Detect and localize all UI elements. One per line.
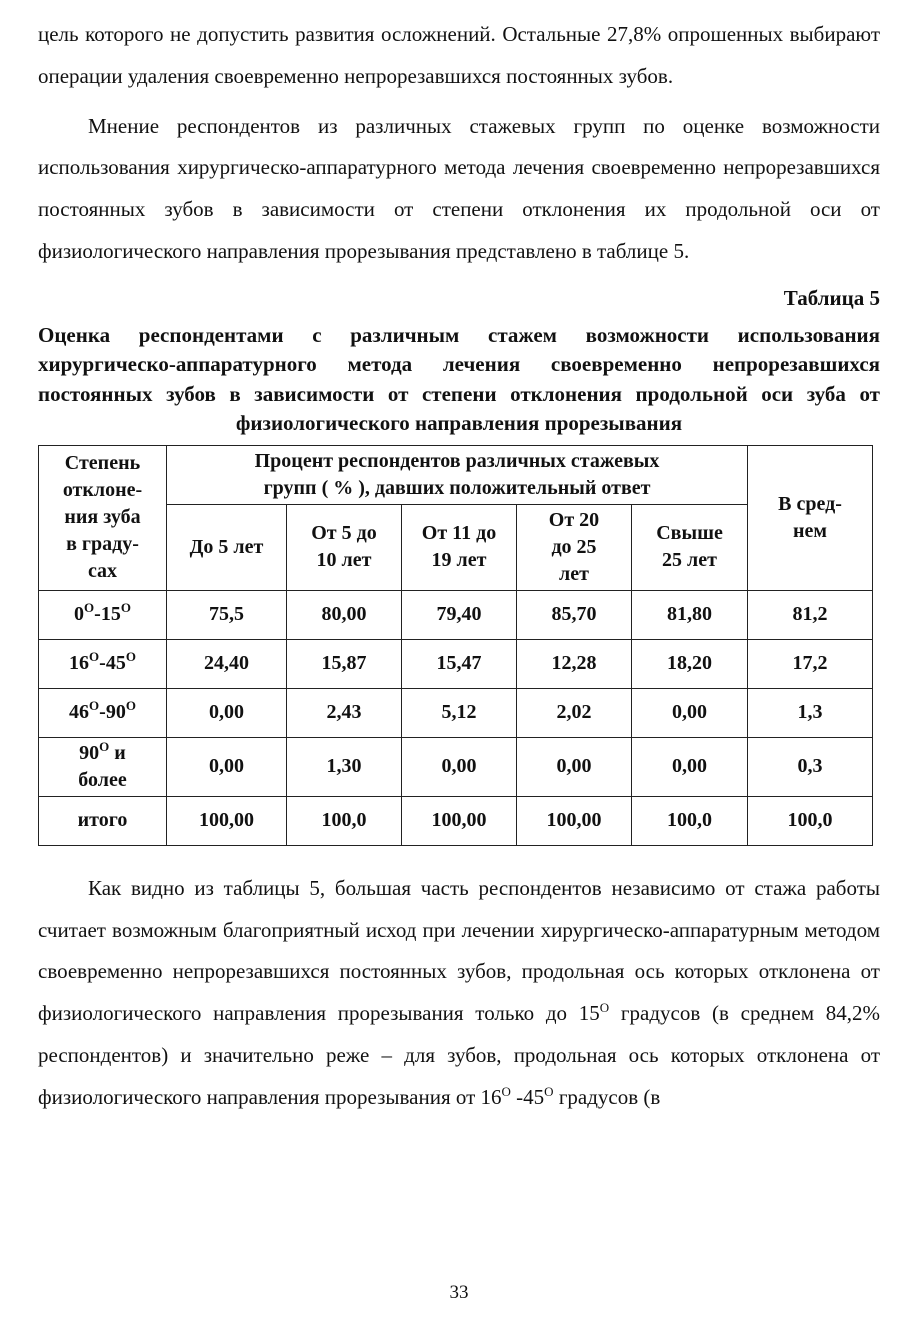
row-label: $46^O-90^O$ (39, 688, 167, 737)
table-cell: 0,3 (748, 737, 873, 796)
table-cell: 24,40 (167, 639, 287, 688)
table-cell: 100,0 (287, 796, 402, 845)
table-cell: 100,0 (632, 796, 748, 845)
header-average-column: В сред- нем (748, 445, 873, 590)
table-cell: 5,12 (402, 688, 517, 737)
table-cell: 75,5 (167, 590, 287, 639)
row-label: $16^O-45^O$ (39, 639, 167, 688)
page-number: 33 (449, 1282, 469, 1303)
header-degree-column: Степень отклоне- ния зуба в граду- сах (39, 445, 167, 590)
table-cell: 79,40 (402, 590, 517, 639)
table-cell: 2,43 (287, 688, 402, 737)
table-cell: 18,20 (632, 639, 748, 688)
table-cell: 15,47 (402, 639, 517, 688)
table-cell: 0,00 (167, 688, 287, 737)
table-total-row (39, 796, 873, 845)
table-cell: 0,00 (402, 737, 517, 796)
row-label: $0^O-15^O$ (39, 590, 167, 639)
table-cell: 2,02 (517, 688, 632, 737)
table-cell: 81,80 (632, 590, 748, 639)
document-page (38, 14, 880, 1119)
table-cell: 12,28 (517, 639, 632, 688)
subheader-group-2: От 5 до 10 лет (287, 504, 402, 590)
subheader-group-5: Свыше 25 лет (632, 504, 748, 590)
table-row (39, 688, 873, 737)
paragraph-conclusion: Как видно из таблицы 5, большая часть респондентов независимо от стажа работы считает возможным благоприятный исход при лечении хирургическо-аппаратурным методом своевременно непрорезавшихся постоянных зубов, продольная ось которых отклонена от физиологического направления прорезывания только до $15^O$ градусов (в среднем 84,2% респондентов) и значительно реже – для зубов, продольная ось которых отклонена от физиологического направления прорезывания от $16^O$ $-45^O$ градусов (в (38, 875, 880, 1109)
subheader-group-4: От 20 до 25 лет (517, 504, 632, 590)
table-cell: 17,2 (748, 639, 873, 688)
table-cell: 0,00 (517, 737, 632, 796)
table-cell: 0,00 (632, 737, 748, 796)
table-cell: 85,70 (517, 590, 632, 639)
total-label: итого (39, 796, 167, 845)
paragraph-table-reference: Мнение респондентов из различных стажевых групп по оценке возможности использования хирургическо-аппаратурного метода лечения своевременно непрорезавшихся постоянных зубов в зависимости от степени отклонения их продольной оси от физиологического направления прорезывания представлено в таблице 5. (38, 113, 880, 263)
table-number: Таблица 5 (783, 285, 880, 310)
table-cell: 1,30 (287, 737, 402, 796)
data-table (38, 445, 873, 846)
table-row (39, 590, 873, 639)
table-row (39, 737, 873, 796)
subheader-group-1: До 5 лет (167, 504, 287, 590)
table-caption: Оценка респондентами с различным стажем возможности использования хирургическо-аппаратурного метода лечения своевременно непрорезавшихся постоянных зубов в зависимости от степени отклонения продольной оси зуба от физиологического направления прорезывания (38, 322, 880, 436)
table-cell: 100,00 (167, 796, 287, 845)
table-cell: 80,00 (287, 590, 402, 639)
table-header-row (39, 445, 873, 504)
table-cell: 0,00 (632, 688, 748, 737)
table-cell: 15,87 (287, 639, 402, 688)
table-cell: 100,00 (517, 796, 632, 845)
subheader-group-3: От 11 до 19 лет (402, 504, 517, 590)
table-cell: 0,00 (167, 737, 287, 796)
paragraph-intro: цель которого не допустить развития осложнений. Остальные 27,8% опрошенных выбирают операции удаления своевременно непрорезавшихся постоянных зубов. (38, 22, 880, 88)
row-label: $90^O$ и более (39, 737, 167, 796)
table-row (39, 639, 873, 688)
header-experience-groups: Процент респондентов различных стажевых групп ( % ), давших положительный ответ (167, 445, 748, 504)
table-cell: 81,2 (748, 590, 873, 639)
table-cell: 100,0 (748, 796, 873, 845)
table-cell: 100,00 (402, 796, 517, 845)
table-cell: 1,3 (748, 688, 873, 737)
